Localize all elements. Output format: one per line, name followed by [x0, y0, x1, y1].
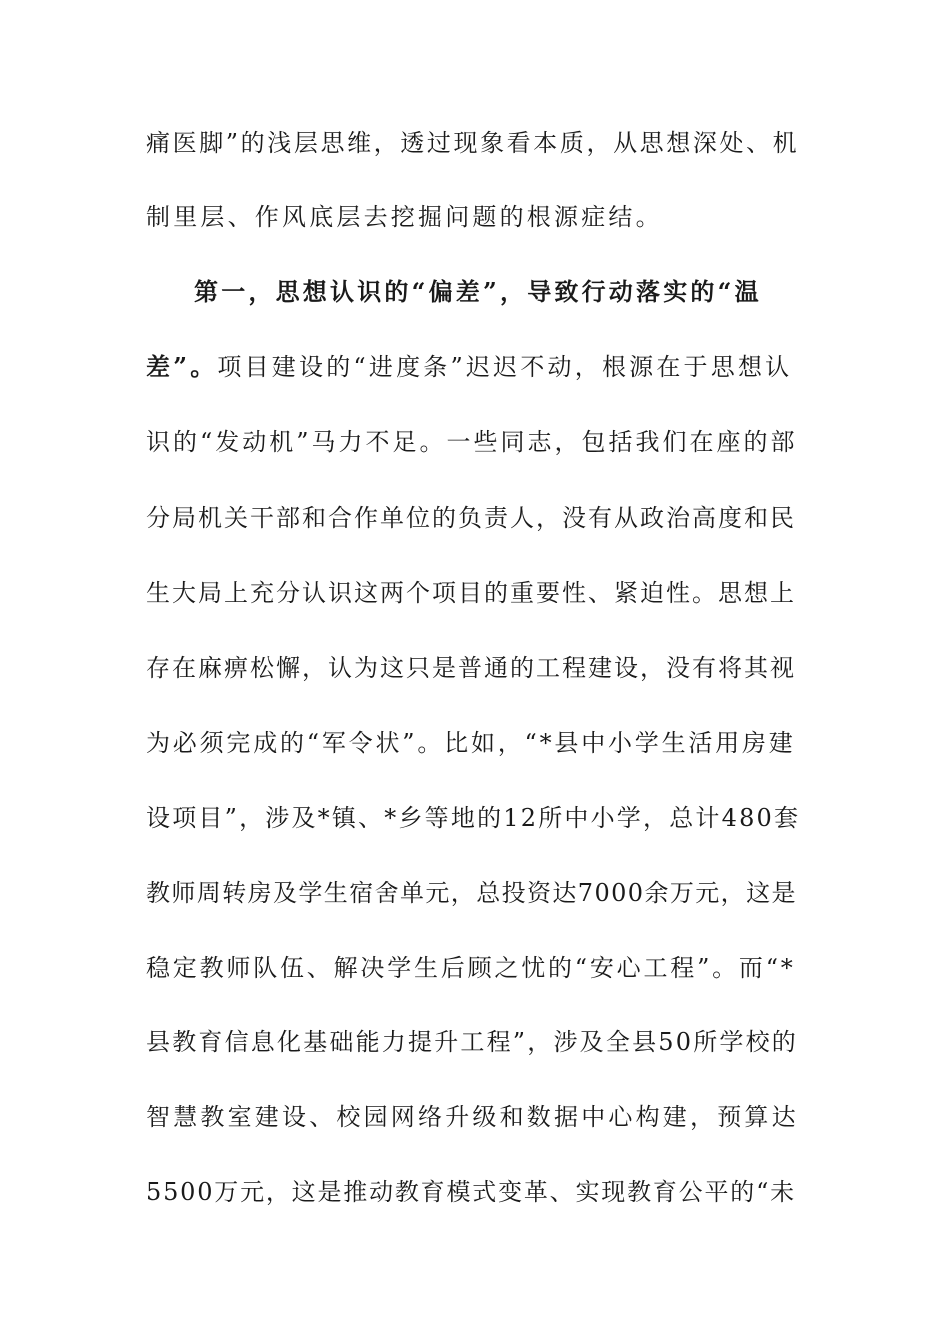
paragraph-line: 痛医脚”的浅层思维，透过现象看本质，从思想深处、机: [146, 129, 800, 157]
paragraph-line: 生大局上充分认识这两个项目的重要性、紧迫性。思想上: [146, 579, 796, 607]
paragraph-line: 稳定教师队伍、解决学生后顾之忧的“安心工程”。而“*: [146, 954, 796, 982]
section-heading-end: 差”。: [146, 352, 218, 381]
mixed-line: [146, 351, 792, 383]
paragraph-line: 为必须完成的“军令状”。比如，“*县中小学生活用房建: [146, 729, 796, 757]
paragraph-line: 县教育信息化基础能力提升工程”，涉及全县50所学校的: [146, 1028, 799, 1056]
paragraph-line: 制里层、作风底层去挖掘问题的根源症结。: [146, 203, 663, 231]
paragraph-line: 存在麻痹松懈，认为这只是普通的工程建设，没有将其视: [146, 654, 796, 682]
paragraph-line: 分局机关干部和合作单位的负责人，没有从政治高度和民: [146, 504, 796, 532]
paragraph-line: 5500万元，这是推动教育模式变革、实现教育公平的“未: [146, 1178, 796, 1206]
paragraph-line: 设项目”，涉及*镇、*乡等地的12所中小学，总计480套: [146, 804, 801, 832]
section-heading-line: 第一，思想认识的“偏差”，导致行动落实的“温: [194, 277, 762, 306]
paragraph-line: 识的“发动机”马力不足。一些同志，包括我们在座的部: [146, 428, 798, 456]
paragraph-line: 智慧教室建设、校园网络升级和数据中心构建，预算达: [146, 1103, 799, 1131]
paragraph-line: 教师周转房及学生宿舍单元，总投资达7000余万元，这是: [146, 879, 797, 907]
paragraph-text: 项目建设的“进度条”迟迟不动，根源在于思想认: [217, 353, 793, 381]
